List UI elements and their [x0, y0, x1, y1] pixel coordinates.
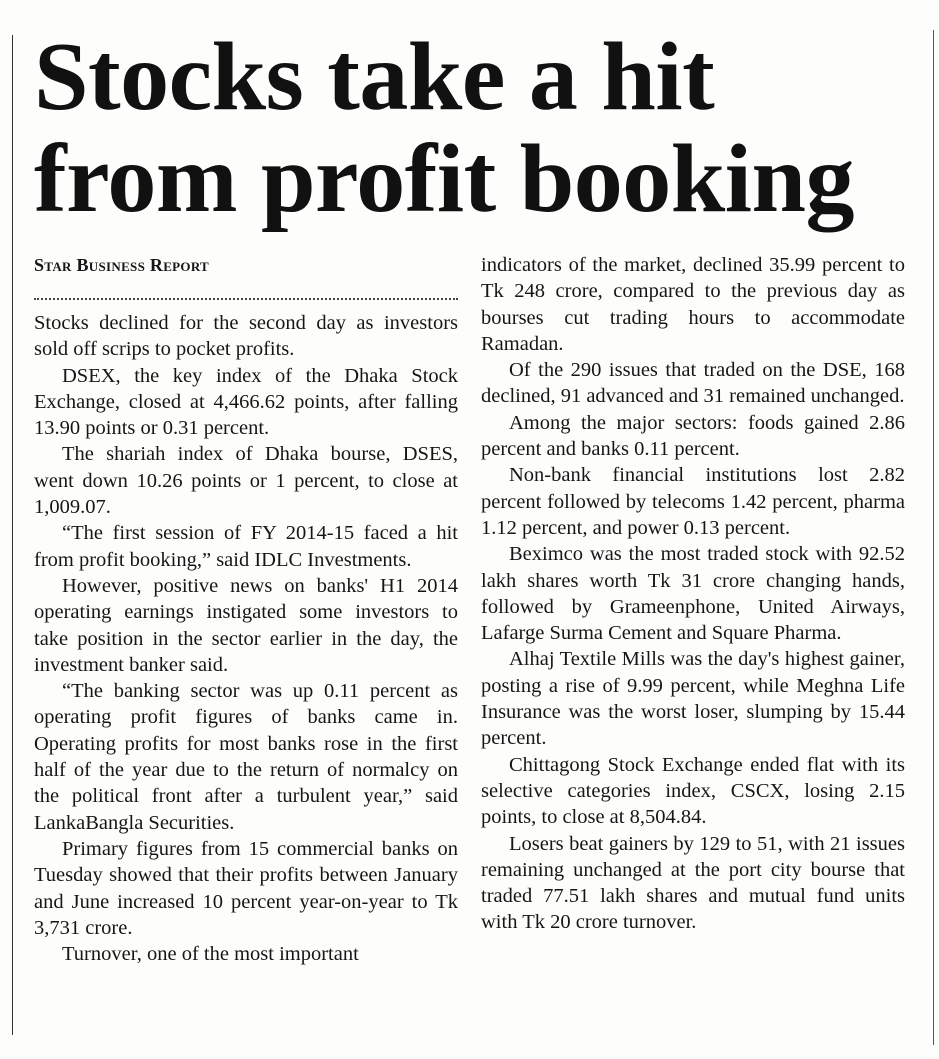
dotted-divider [34, 298, 458, 300]
headline [34, 23, 924, 233]
paragraph: Losers beat gainers by 129 to 51, with 21 issues remaining unchanged at the port city bourse that traded 77.51 lakh shares and mutual fund units with Tk 20 crore turnover. [481, 832, 905, 934]
paragraph: Among the major sectors: foods gained 2.86 percent and banks 0.11 percent. [481, 411, 905, 461]
headline-line-2: from profit booking [34, 125, 854, 233]
paragraph: Non-bank financial institutions lost 2.82 percent followed by telecoms 1.42 percent, pharma 1.12 percent, and power 0.13 percent. [481, 464, 905, 539]
paragraph: “The first session of FY 2014-15 faced a hit from profit booking,” said IDLC Investments. [34, 522, 458, 571]
byline: Star Business Report [34, 255, 210, 275]
paragraph: Stocks declined for the second day as investors sold off scrips to pocket profits. [34, 312, 458, 361]
left-border-rule [12, 35, 13, 1035]
article-column-right [481, 252, 905, 936]
paragraph: Chittagong Stock Exchange ended flat with its selective categories index, CSCX, losing 2.15 points, to close at 8,504.84. [481, 753, 905, 829]
paragraph: The shariah index of Dhaka bourse, DSES, went down 10.26 points or 1 percent, to close at 1,009.07. [34, 443, 458, 519]
paragraph: Alhaj Textile Mills was the day's highest gainer, posting a rise of 9.99 percent, while Meghna Life Insurance was the worst loser, slumping by 15.44 percent. [481, 648, 905, 750]
paragraph: However, positive news on banks' H1 2014 operating earnings instigated some investors to take position in the sector earlier in the day, the investment banker said. [34, 574, 458, 676]
article-column-left [34, 252, 458, 967]
paragraph-continuation: indicators of the market, declined 35.99 percent to Tk 248 crore, compared to the previous day as bourses cut trading hours to accommodate Ramadan. [481, 254, 905, 355]
headline-line-1: Stocks take a hit [34, 23, 715, 131]
paragraph: DSEX, the key index of the Dhaka Stock Exchange, closed at 4,466.62 points, after falling 13.90 points or 0.31 percent. [34, 364, 458, 440]
paragraph: Primary figures from 15 commercial banks on Tuesday showed that their profits between January and June increased 10 percent year-on-year to Tk 3,731 crore. [34, 837, 458, 939]
paragraph: Turnover, one of the most important [62, 943, 359, 966]
paragraph: “The banking sector was up 0.11 percent as operating profit figures of banks came in. Operating profits for most banks rose in the first half of the year due to the return of normalcy on the political front after a turbulent year,” said LankaBangla Securities. [34, 680, 458, 834]
paragraph: Of the 290 issues that traded on the DSE, 168 declined, 91 advanced and 31 remained unchanged. [481, 359, 905, 408]
paragraph: Beximco was the most traded stock with 92.52 lakh shares worth Tk 31 crore changing hands, followed by Grameenphone, United Airways, Lafarge Surma Cement and Square Pharma. [481, 543, 905, 645]
right-border-rule [933, 30, 934, 1045]
